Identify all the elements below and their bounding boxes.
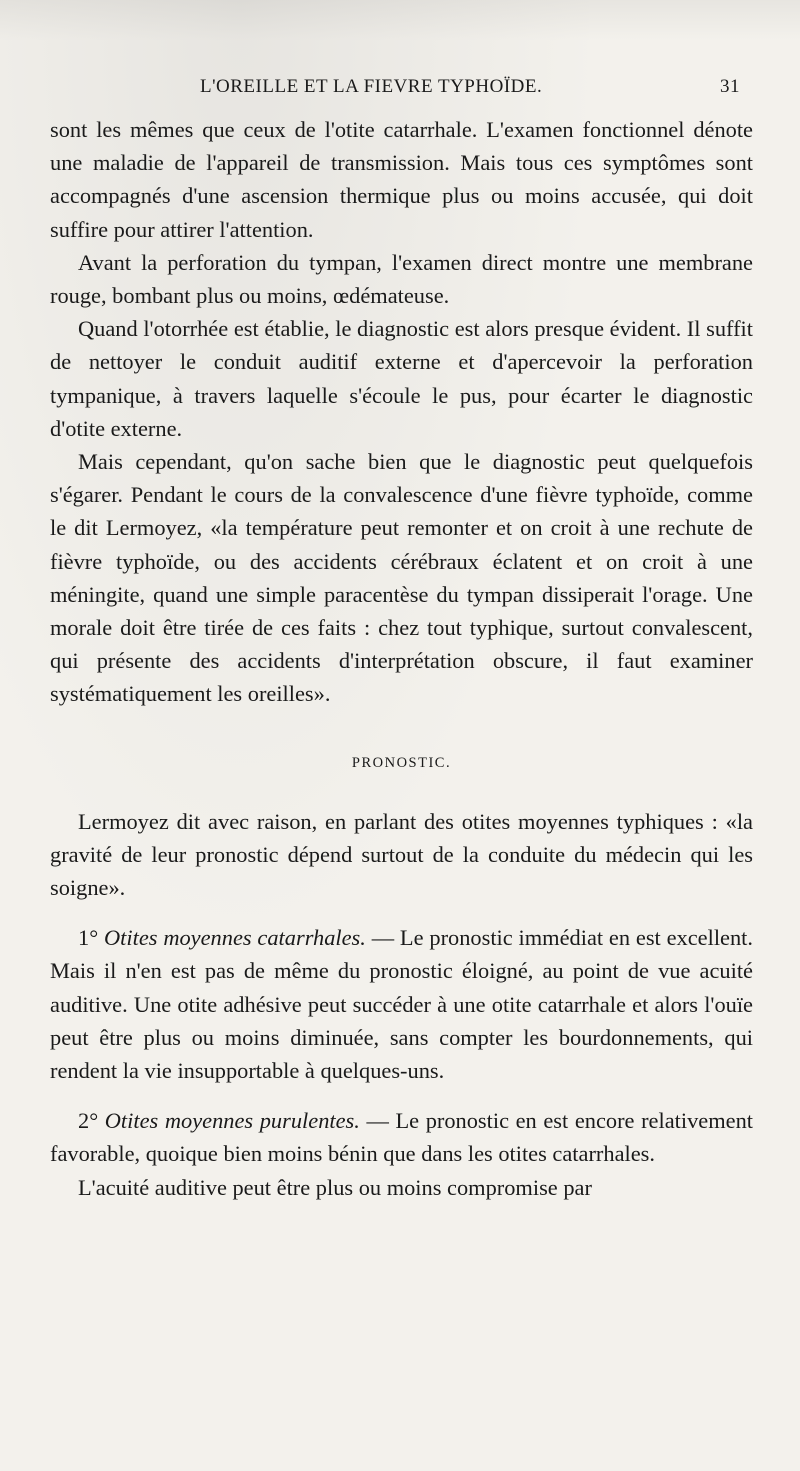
item-number: 2°: [78, 1108, 99, 1134]
item-title: Otites moyennes catarrhales.: [104, 925, 366, 951]
paragraph-otites-catarrhales: [50, 921, 753, 1087]
paragraph-perforation: Avant la perforation du tympan, l'examen direct montre une membrane rouge, bombant plus ou moins, œdémateuse.: [50, 249, 753, 309]
body-text: [50, 113, 753, 1204]
paragraph-acuite-auditive: L'acuité auditive peut être plus ou moins compromise par: [78, 1174, 592, 1200]
item-text: — Le pronostic immédiat en est excellent. Mais il n'en est pas de même du pronostic éloigné, au point de vue acuité auditive. Une otite adhésive peut succéder à une otite catarrhale et alors l'ouïe peut être plus ou moins diminuée, sans compter les bourdonnements, qui rendent la vie insupportable à quelques-uns.: [50, 925, 753, 1084]
page-number: 31: [720, 76, 740, 97]
running-title: L'OREILLE ET LA FIEVRE TYPHOÏDE.: [200, 76, 543, 97]
item-number: 1°: [78, 925, 99, 951]
item-text: — Le pronostic en est encore relativement favorable, quoique bien moins bénin que dans les otites catarrhales.: [50, 1108, 753, 1167]
section-title-pronostic: PRONOSTIC.: [351, 754, 452, 771]
paragraph-diagnostic-warning: Mais cependant, qu'on sache bien que le diagnostic peut quelquefois s'égarer. Pendant le cours de la convalescence d'une fièvre typhoïde, comme le dit Lermoyez, «la température peut remonter et on croit à une rechute de fièvre typhoïde, ou des accidents cérébraux éclatent et on croit à une méningite, quand une simple paracentèse du tympan dissiperait l'orage. Une morale doit être tirée de ces faits : chez tout typhique, surtout convalescent, qui présente des accidents d'interprétation obscure, il faut examiner systématiquement les oreilles».: [50, 449, 753, 707]
paragraph-lermoyez-quote: Lermoyez dit avec raison, en parlant des otites moyennes typhiques : «la gravité de leur pronostic dépend surtout de la conduite du médecin qui les soigne».: [50, 808, 753, 901]
paragraph-otorrhee: Quand l'otorrhée est établie, le diagnostic est alors presque évident. Il suffit de nettoyer le conduit auditif externe et d'apercevoir la perforation tympanique, à travers laquelle s'écoule le pus, pour écarter le diagnostic d'otite externe.: [50, 316, 753, 441]
item-title: Otites moyennes purulentes.: [104, 1108, 360, 1134]
page-header: [50, 70, 750, 100]
paragraph-continuation: sont les mêmes que ceux de l'otite catarrhale. L'examen fonctionnel dénote une maladie de l'appareil de transmission. Mais tous ces symptômes sont accompagnés d'une ascension thermique plus ou moins accusée, qui doit suffire pour attirer l'attention.: [50, 117, 753, 242]
paragraph-otites-purulentes: [50, 1104, 753, 1170]
